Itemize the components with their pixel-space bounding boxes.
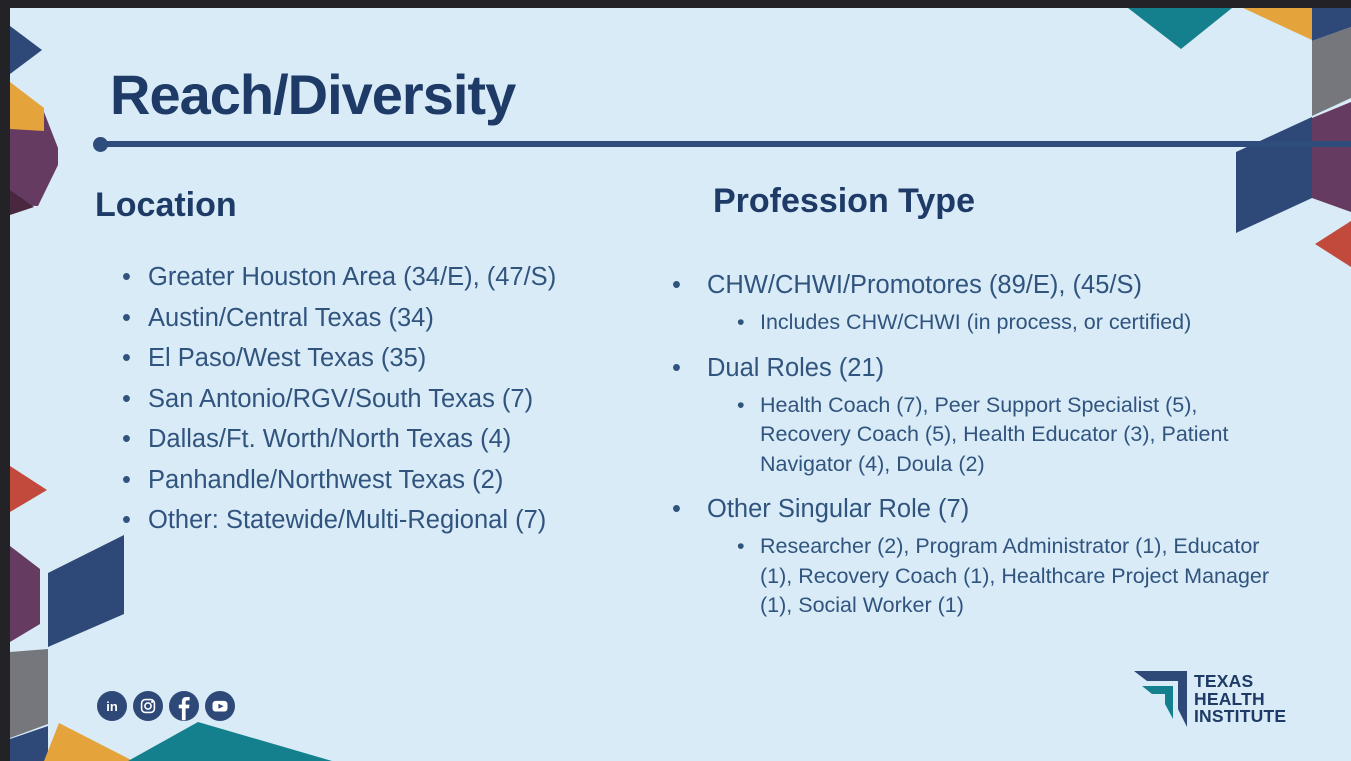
decor-quad-plum-tr	[1312, 102, 1351, 212]
list-item: • Greater Houston Area (34/E), (47/S)	[95, 257, 655, 298]
profession-heading: Profession Type	[713, 182, 975, 220]
thi-logo-mark-icon	[1130, 665, 1190, 729]
list-item: • Dallas/Ft. Worth/North Texas (4)	[95, 419, 655, 460]
location-list	[95, 257, 655, 541]
list-item: • Dual Roles (21)	[672, 348, 1297, 388]
sub-list-item: • Includes CHW/CHWI (in process, or certified)	[737, 308, 1293, 338]
list-item: • El Paso/West Texas (35)	[95, 338, 655, 379]
logo-line: INSTITUTE	[1194, 706, 1287, 726]
list-item: • San Antonio/RGV/South Texas (7)	[95, 379, 655, 420]
thi-logo	[1130, 665, 1286, 729]
location-column	[95, 186, 655, 541]
linkedin-icon[interactable]	[97, 691, 127, 721]
svg-text:in: in	[106, 699, 118, 714]
decor-quad-navy-tr	[1312, 8, 1351, 41]
logo-line: HEALTH	[1194, 688, 1265, 709]
social-icons-bar	[97, 691, 235, 721]
location-heading: Location	[95, 186, 237, 224]
decor-quad-gray-tr	[1312, 27, 1351, 116]
decor-triangle-gold-tr	[1243, 8, 1312, 40]
decor-quad-gray-bl	[10, 649, 48, 738]
sub-list-item: • Researcher (2), Program Administrator (1), Educator (1), Recovery Coach (1), Healthcare Project Manager (1), Social Worker (1)	[737, 532, 1293, 621]
profession-column	[672, 182, 1297, 631]
decor-chevron-navy-bl	[48, 535, 124, 647]
decor-triangle-navy-tl	[10, 26, 42, 74]
list-item: • CHW/CHWI/Promotores (89/E), (45/S)	[672, 265, 1297, 305]
window-edge-top	[0, 0, 1351, 8]
decor-shade-plum-tl	[10, 190, 34, 215]
decor-triangle-red-left	[10, 466, 47, 512]
list-item: • Other: Statewide/Multi-Regional (7)	[95, 500, 655, 541]
logo-line: TEXAS	[1194, 671, 1254, 691]
decor-triangle-teal-tr	[1128, 8, 1232, 49]
list-item: • Panhandle/Northwest Texas (2)	[95, 460, 655, 501]
instagram-icon[interactable]	[133, 691, 163, 721]
decor-triangle-teal-bl	[128, 722, 332, 761]
thi-logo-text	[1194, 673, 1286, 729]
title-divider-line	[100, 141, 1351, 147]
list-item: • Other Singular Role (7)	[672, 489, 1297, 529]
decor-triangle-red-tr	[1315, 221, 1351, 267]
decor-hex-plum-tl	[10, 112, 58, 206]
decor-quad-navy-bl	[10, 726, 48, 761]
list-item: • Austin/Central Texas (34)	[95, 298, 655, 339]
decor-quad-gold-tl	[10, 82, 44, 131]
decor-triangle-gold-bl	[44, 723, 133, 761]
youtube-icon[interactable]	[205, 691, 235, 721]
decor-quad-plum-bl	[10, 546, 40, 642]
profession-list	[672, 265, 1297, 621]
window-edge-left	[0, 0, 10, 761]
facebook-icon[interactable]	[169, 691, 199, 721]
slide-title: Reach/Diversity	[110, 63, 516, 126]
sub-list-item: • Health Coach (7), Peer Support Specialist (5), Recovery Coach (5), Health Educator (3), Patient Navigator (4), Doula (2)	[737, 391, 1293, 480]
title-divider-dot	[93, 137, 108, 152]
